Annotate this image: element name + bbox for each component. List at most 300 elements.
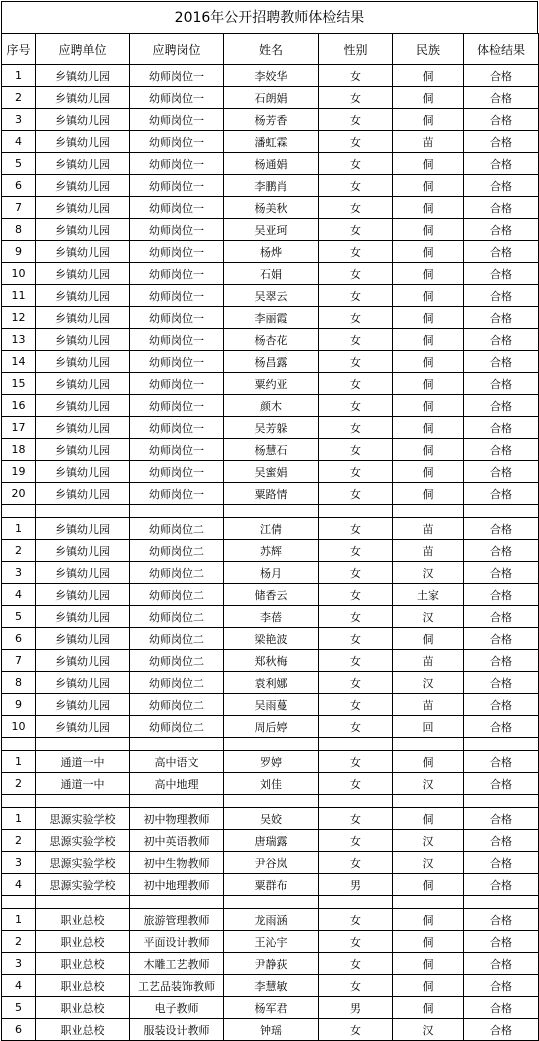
cell-ethnicity: 回 [393,716,464,738]
cell-name: 唐瑞露 [224,830,319,852]
table-row [2,241,539,263]
cell-unit: 职业总校 [36,997,130,1019]
cell-unit: 乡镇幼儿园 [36,417,130,439]
cell-index: 6 [2,1019,36,1041]
cell-name: 潘虹霖 [224,131,319,153]
cell-name: 吴翠云 [224,285,319,307]
table-row [2,439,539,461]
table-row [2,773,539,795]
cell-name: 杨美秋 [224,197,319,219]
cell-position: 高中地理 [130,773,224,795]
table-row [2,874,539,896]
cell-index: 2 [2,540,36,562]
cell-unit: 通道一中 [36,773,130,795]
header-unit: 应聘单位 [36,34,130,65]
cell-result: 合格 [464,329,539,351]
cell-name: 杨通娟 [224,153,319,175]
cell-ethnicity: 侗 [393,65,464,87]
cell-result: 合格 [464,285,539,307]
cell-gender: 女 [319,395,393,417]
cell-index: 11 [2,285,36,307]
cell-gender: 男 [319,874,393,896]
table-row [2,830,539,852]
cell-result: 合格 [464,562,539,584]
cell-unit: 思源实验学校 [36,808,130,830]
table-row [2,606,539,628]
cell-position: 幼师岗位一 [130,241,224,263]
cell-position: 幼师岗位二 [130,606,224,628]
cell-ethnicity: 侗 [393,953,464,975]
group-separator-row [2,896,539,909]
cell-ethnicity: 侗 [393,461,464,483]
cell-unit: 乡镇幼儿园 [36,175,130,197]
cell-gender: 女 [319,483,393,505]
sheet-title: 2016年公开招聘教师体检结果 [1,1,538,33]
table-row [2,373,539,395]
cell-unit: 乡镇幼儿园 [36,263,130,285]
cell-result: 合格 [464,87,539,109]
cell-index: 6 [2,628,36,650]
empty-cell [464,896,539,909]
cell-gender: 女 [319,307,393,329]
cell-result: 合格 [464,874,539,896]
empty-cell [2,505,36,518]
cell-name: 粟路情 [224,483,319,505]
empty-cell [393,738,464,751]
cell-unit: 思源实验学校 [36,852,130,874]
cell-unit: 乡镇幼儿园 [36,628,130,650]
cell-index: 16 [2,395,36,417]
header-row [2,34,539,65]
cell-name: 李慧敏 [224,975,319,997]
cell-ethnicity: 土家 [393,584,464,606]
cell-index: 10 [2,263,36,285]
cell-unit: 乡镇幼儿园 [36,197,130,219]
table-row [2,307,539,329]
cell-ethnicity: 侗 [393,307,464,329]
cell-name: 吴芳躲 [224,417,319,439]
header-index: 序号 [2,34,36,65]
table-row [2,694,539,716]
cell-unit: 乡镇幼儿园 [36,483,130,505]
cell-gender: 女 [319,87,393,109]
cell-ethnicity: 汉 [393,1019,464,1041]
cell-position: 幼师岗位一 [130,483,224,505]
cell-result: 合格 [464,751,539,773]
cell-result: 合格 [464,716,539,738]
cell-name: 江倩 [224,518,319,540]
cell-name: 石娟 [224,263,319,285]
cell-result: 合格 [464,197,539,219]
cell-index: 9 [2,694,36,716]
cell-position: 幼师岗位二 [130,562,224,584]
cell-ethnicity: 苗 [393,131,464,153]
cell-name: 郑秋梅 [224,650,319,672]
cell-name: 周后婷 [224,716,319,738]
cell-unit: 乡镇幼儿园 [36,562,130,584]
cell-position: 平面设计教师 [130,931,224,953]
cell-position: 幼师岗位二 [130,672,224,694]
cell-index: 10 [2,716,36,738]
cell-unit: 思源实验学校 [36,874,130,896]
cell-unit: 乡镇幼儿园 [36,87,130,109]
cell-index: 7 [2,650,36,672]
empty-cell [2,738,36,751]
cell-result: 合格 [464,351,539,373]
table-body [2,65,539,1041]
cell-position: 旅游管理教师 [130,909,224,931]
table-row [2,461,539,483]
cell-ethnicity: 侗 [393,997,464,1019]
cell-position: 幼师岗位一 [130,417,224,439]
cell-position: 幼师岗位一 [130,461,224,483]
cell-index: 5 [2,606,36,628]
cell-ethnicity: 侗 [393,197,464,219]
cell-position: 初中地理教师 [130,874,224,896]
empty-cell [2,795,36,808]
cell-ethnicity: 侗 [393,351,464,373]
cell-position: 幼师岗位一 [130,395,224,417]
cell-gender: 女 [319,830,393,852]
empty-cell [393,795,464,808]
cell-gender: 女 [319,694,393,716]
cell-index: 15 [2,373,36,395]
table-row [2,219,539,241]
cell-result: 合格 [464,540,539,562]
cell-gender: 女 [319,109,393,131]
cell-gender: 女 [319,562,393,584]
cell-name: 李姣华 [224,65,319,87]
cell-name: 袁利娜 [224,672,319,694]
cell-index: 1 [2,65,36,87]
header-gender: 性别 [319,34,393,65]
cell-gender: 女 [319,175,393,197]
cell-ethnicity: 侗 [393,483,464,505]
cell-name: 粟群布 [224,874,319,896]
cell-unit: 乡镇幼儿园 [36,650,130,672]
cell-name: 杨芳香 [224,109,319,131]
cell-ethnicity: 侗 [393,417,464,439]
table-row [2,650,539,672]
header-ethnicity: 民族 [393,34,464,65]
group-separator-row [2,738,539,751]
cell-position: 工艺品装饰教师 [130,975,224,997]
cell-position: 幼师岗位一 [130,131,224,153]
table-row [2,540,539,562]
cell-index: 2 [2,931,36,953]
cell-position: 幼师岗位二 [130,518,224,540]
cell-result: 合格 [464,953,539,975]
cell-position: 幼师岗位一 [130,65,224,87]
cell-result: 合格 [464,694,539,716]
cell-ethnicity: 侗 [393,219,464,241]
cell-index: 3 [2,852,36,874]
cell-name: 杨慧石 [224,439,319,461]
cell-gender: 女 [319,650,393,672]
cell-unit: 乡镇幼儿园 [36,439,130,461]
cell-gender: 女 [319,975,393,997]
cell-index: 2 [2,87,36,109]
results-table [1,33,539,1041]
cell-position: 初中物理教师 [130,808,224,830]
cell-index: 4 [2,874,36,896]
cell-gender: 女 [319,606,393,628]
cell-position: 幼师岗位一 [130,87,224,109]
table-row [2,175,539,197]
cell-index: 7 [2,197,36,219]
cell-index: 18 [2,439,36,461]
cell-name: 吴蜜娟 [224,461,319,483]
cell-unit: 乡镇幼儿园 [36,241,130,263]
cell-index: 1 [2,909,36,931]
cell-name: 尹静荻 [224,953,319,975]
cell-name: 李鹏肖 [224,175,319,197]
cell-position: 木雕工艺教师 [130,953,224,975]
cell-ethnicity: 侗 [393,373,464,395]
cell-index: 3 [2,109,36,131]
cell-result: 合格 [464,518,539,540]
cell-gender: 女 [319,1019,393,1041]
cell-ethnicity: 汉 [393,672,464,694]
cell-index: 4 [2,131,36,153]
cell-result: 合格 [464,131,539,153]
cell-position: 高中语文 [130,751,224,773]
cell-name: 梁艳波 [224,628,319,650]
cell-result: 合格 [464,584,539,606]
cell-position: 幼师岗位一 [130,175,224,197]
cell-name: 苏辉 [224,540,319,562]
cell-position: 幼师岗位二 [130,694,224,716]
cell-position: 幼师岗位一 [130,197,224,219]
table-row [2,329,539,351]
cell-gender: 女 [319,953,393,975]
cell-name: 吴亚珂 [224,219,319,241]
cell-position: 幼师岗位二 [130,584,224,606]
table-row [2,483,539,505]
results-sheet [1,1,538,1041]
cell-unit: 乡镇幼儿园 [36,285,130,307]
cell-index: 4 [2,584,36,606]
cell-gender: 女 [319,808,393,830]
empty-cell [36,505,130,518]
header-name: 姓名 [224,34,319,65]
empty-cell [464,795,539,808]
cell-name: 吴姣 [224,808,319,830]
cell-gender: 女 [319,263,393,285]
cell-result: 合格 [464,852,539,874]
cell-index: 6 [2,175,36,197]
table-row [2,1019,539,1041]
cell-index: 1 [2,518,36,540]
cell-unit: 乡镇幼儿园 [36,461,130,483]
cell-result: 合格 [464,109,539,131]
cell-name: 杨军君 [224,997,319,1019]
cell-index: 12 [2,307,36,329]
table-row [2,417,539,439]
table-row [2,153,539,175]
cell-ethnicity: 侗 [393,909,464,931]
cell-gender: 男 [319,997,393,1019]
cell-name: 杨烨 [224,241,319,263]
cell-name: 粟约亚 [224,373,319,395]
cell-gender: 女 [319,540,393,562]
cell-name: 李丽霞 [224,307,319,329]
empty-cell [130,896,224,909]
cell-name: 李蓓 [224,606,319,628]
cell-position: 幼师岗位一 [130,263,224,285]
cell-gender: 女 [319,351,393,373]
header-position: 应聘岗位 [130,34,224,65]
cell-result: 合格 [464,1019,539,1041]
cell-result: 合格 [464,65,539,87]
cell-gender: 女 [319,329,393,351]
table-row [2,197,539,219]
cell-gender: 女 [319,518,393,540]
cell-index: 2 [2,773,36,795]
empty-cell [130,795,224,808]
table-row [2,997,539,1019]
cell-name: 储香云 [224,584,319,606]
empty-cell [393,505,464,518]
cell-unit: 乡镇幼儿园 [36,219,130,241]
table-row [2,395,539,417]
table-row [2,518,539,540]
table-row [2,852,539,874]
cell-ethnicity: 汉 [393,830,464,852]
cell-gender: 女 [319,417,393,439]
cell-index: 4 [2,975,36,997]
cell-ethnicity: 侗 [393,87,464,109]
cell-result: 合格 [464,909,539,931]
cell-index: 5 [2,997,36,1019]
cell-name: 王沁宇 [224,931,319,953]
cell-index: 9 [2,241,36,263]
cell-ethnicity: 侗 [393,241,464,263]
table-row [2,909,539,931]
cell-unit: 乡镇幼儿园 [36,329,130,351]
table-row [2,628,539,650]
cell-result: 合格 [464,175,539,197]
cell-unit: 职业总校 [36,1019,130,1041]
cell-position: 幼师岗位一 [130,109,224,131]
cell-position: 幼师岗位一 [130,329,224,351]
empty-cell [224,896,319,909]
cell-ethnicity: 侗 [393,628,464,650]
table-row [2,584,539,606]
cell-name: 尹谷岚 [224,852,319,874]
cell-result: 合格 [464,931,539,953]
table-row [2,65,539,87]
cell-position: 幼师岗位一 [130,307,224,329]
cell-ethnicity: 侗 [393,751,464,773]
cell-index: 14 [2,351,36,373]
empty-cell [2,896,36,909]
cell-name: 钟瑶 [224,1019,319,1041]
cell-ethnicity: 侗 [393,153,464,175]
table-row [2,562,539,584]
group-separator-row [2,795,539,808]
table-row [2,953,539,975]
empty-cell [130,738,224,751]
cell-unit: 乡镇幼儿园 [36,540,130,562]
cell-ethnicity: 侗 [393,395,464,417]
cell-ethnicity: 侗 [393,808,464,830]
cell-result: 合格 [464,307,539,329]
cell-unit: 职业总校 [36,975,130,997]
cell-result: 合格 [464,417,539,439]
table-row [2,672,539,694]
empty-cell [319,505,393,518]
cell-unit: 乡镇幼儿园 [36,584,130,606]
group-separator-row [2,505,539,518]
table-row [2,285,539,307]
cell-ethnicity: 汉 [393,852,464,874]
cell-result: 合格 [464,373,539,395]
cell-index: 17 [2,417,36,439]
cell-index: 8 [2,672,36,694]
cell-ethnicity: 汉 [393,562,464,584]
cell-ethnicity: 侗 [393,285,464,307]
cell-unit: 乡镇幼儿园 [36,65,130,87]
cell-index: 13 [2,329,36,351]
cell-ethnicity: 侗 [393,439,464,461]
cell-gender: 女 [319,751,393,773]
cell-unit: 通道一中 [36,751,130,773]
cell-unit: 乡镇幼儿园 [36,307,130,329]
cell-name: 龙雨涵 [224,909,319,931]
cell-position: 幼师岗位二 [130,540,224,562]
cell-name: 杨月 [224,562,319,584]
cell-position: 幼师岗位二 [130,650,224,672]
cell-unit: 思源实验学校 [36,830,130,852]
table-row [2,109,539,131]
table-row [2,87,539,109]
cell-gender: 女 [319,773,393,795]
empty-cell [36,738,130,751]
cell-ethnicity: 苗 [393,650,464,672]
cell-unit: 乡镇幼儿园 [36,694,130,716]
empty-cell [130,505,224,518]
cell-result: 合格 [464,773,539,795]
cell-index: 3 [2,953,36,975]
table-row [2,975,539,997]
cell-name: 罗婷 [224,751,319,773]
cell-unit: 职业总校 [36,931,130,953]
cell-result: 合格 [464,241,539,263]
cell-name: 刘佳 [224,773,319,795]
cell-gender: 女 [319,461,393,483]
cell-result: 合格 [464,975,539,997]
cell-ethnicity: 苗 [393,540,464,562]
cell-name: 杨昌露 [224,351,319,373]
cell-unit: 乡镇幼儿园 [36,672,130,694]
cell-position: 幼师岗位一 [130,351,224,373]
cell-gender: 女 [319,628,393,650]
cell-gender: 女 [319,439,393,461]
cell-ethnicity: 苗 [393,518,464,540]
cell-gender: 女 [319,852,393,874]
cell-ethnicity: 汉 [393,773,464,795]
cell-ethnicity: 侗 [393,931,464,953]
cell-position: 幼师岗位一 [130,219,224,241]
cell-result: 合格 [464,483,539,505]
empty-cell [36,896,130,909]
cell-position: 初中生物教师 [130,852,224,874]
cell-unit: 乡镇幼儿园 [36,109,130,131]
table-row [2,131,539,153]
cell-result: 合格 [464,628,539,650]
cell-gender: 女 [319,285,393,307]
